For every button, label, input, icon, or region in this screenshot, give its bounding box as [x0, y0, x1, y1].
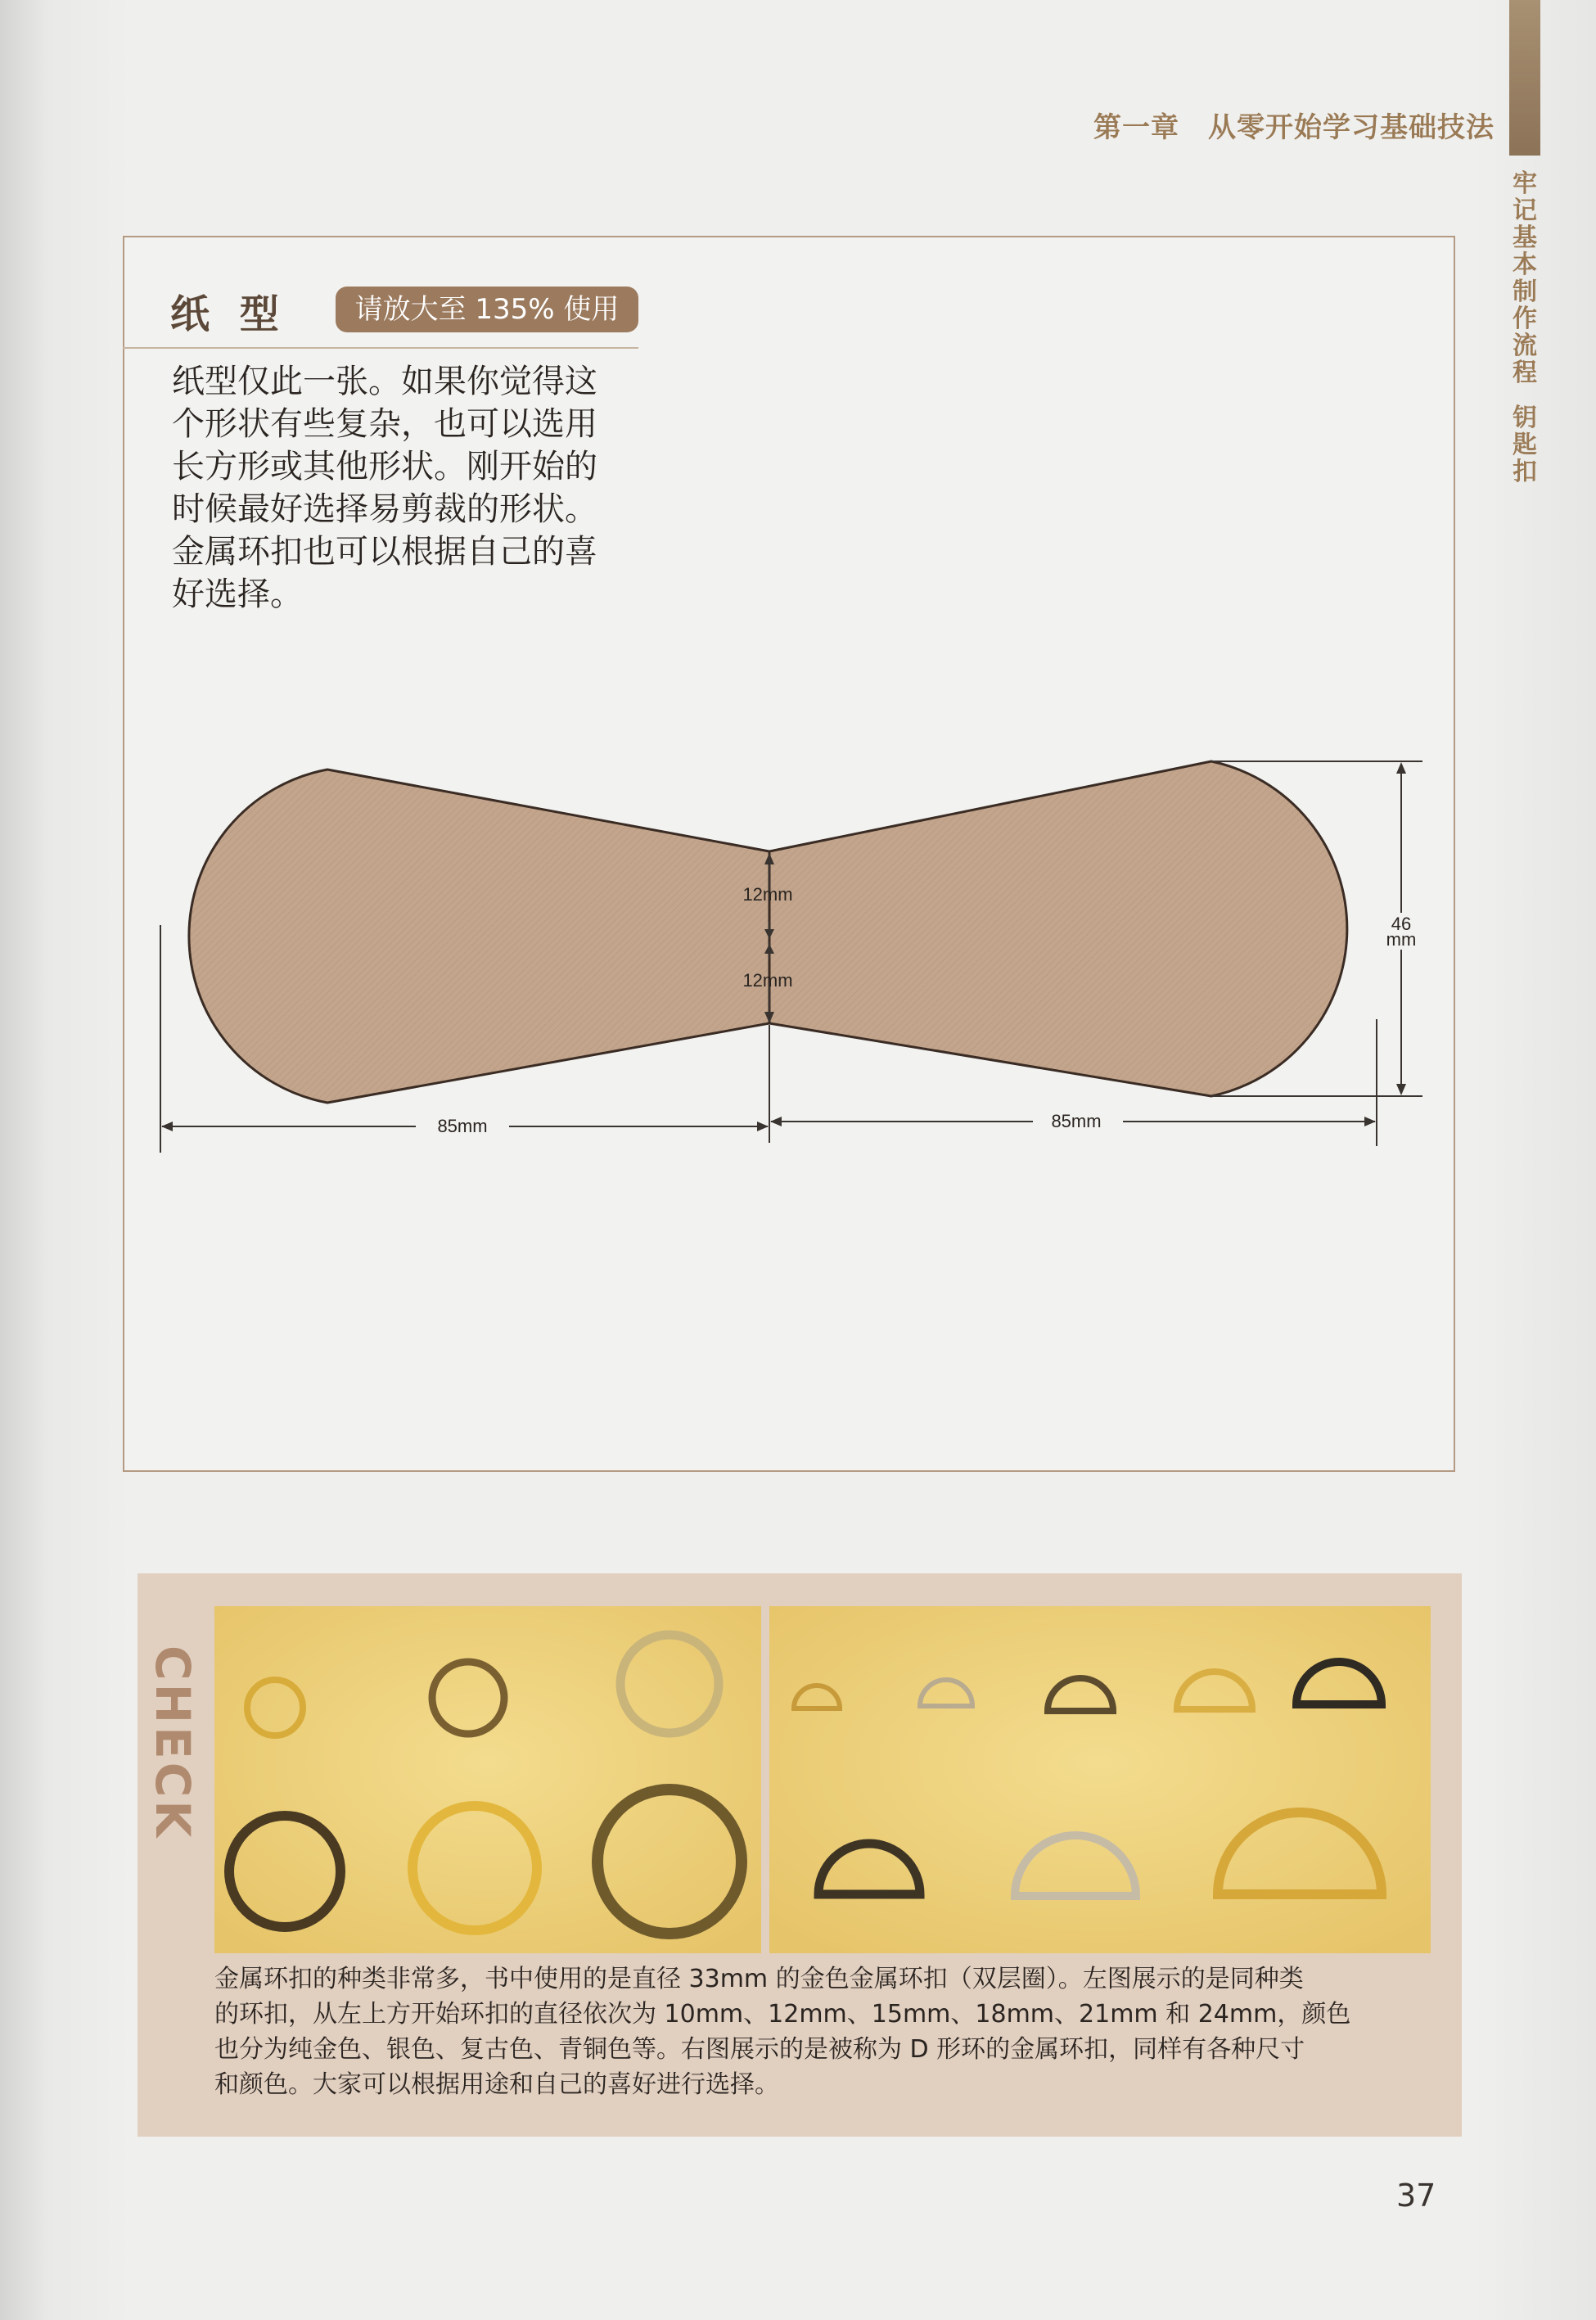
scale-badge: 请放大至 135% 使用: [336, 287, 638, 332]
check-caption: 金属环扣的种类非常多，书中使用的是直径 33mm 的金色金属环扣（双层圈）。左图展示的是同种类 的环扣，从左上方开始环扣的直径依次为 10mm、12mm、15mm、18mm、21mm 和 24mm，颜色 也分为纯金色、银色、复古色、青铜色等。右图展示的是被称为 D 形环的金属环扣，同样有各种尺寸 和颜色。大家可以根据用途和自己的喜好进行选择。: [214, 1965, 1351, 2099]
page-number: 37: [1396, 2178, 1436, 2214]
dimension-left-width: 85mm: [437, 1116, 488, 1136]
round-rings-photo: [214, 1606, 761, 1953]
side-tab-section-title: 牢 记 基 本 制 作 流 程 钥 匙 扣: [1513, 169, 1537, 486]
dimension-height-unit: mm: [1386, 929, 1417, 950]
d-rings-photo: [769, 1606, 1431, 1953]
pattern-title: 纸 型: [170, 291, 287, 337]
pattern-description: 纸型仅此一张。如果你觉得这 个形状有些复杂，也可以选用 长方形或其他形状。刚开始的 时候最好选择易剪裁的形状。 金属环扣也可以根据自己的喜 好选择。: [172, 363, 597, 613]
check-label: CHECK: [145, 1645, 201, 1841]
dimension-upper-half: 12mm: [742, 884, 793, 905]
photo-background: [214, 1606, 761, 1953]
chapter-header: 第一章 从零开始学习基础技法: [1093, 111, 1495, 144]
dimension-lower-half: 12mm: [742, 970, 793, 991]
dimension-height-value: 46: [1391, 914, 1412, 934]
photo-background: [769, 1606, 1431, 1953]
dimension-right-width: 85mm: [1051, 1111, 1102, 1131]
